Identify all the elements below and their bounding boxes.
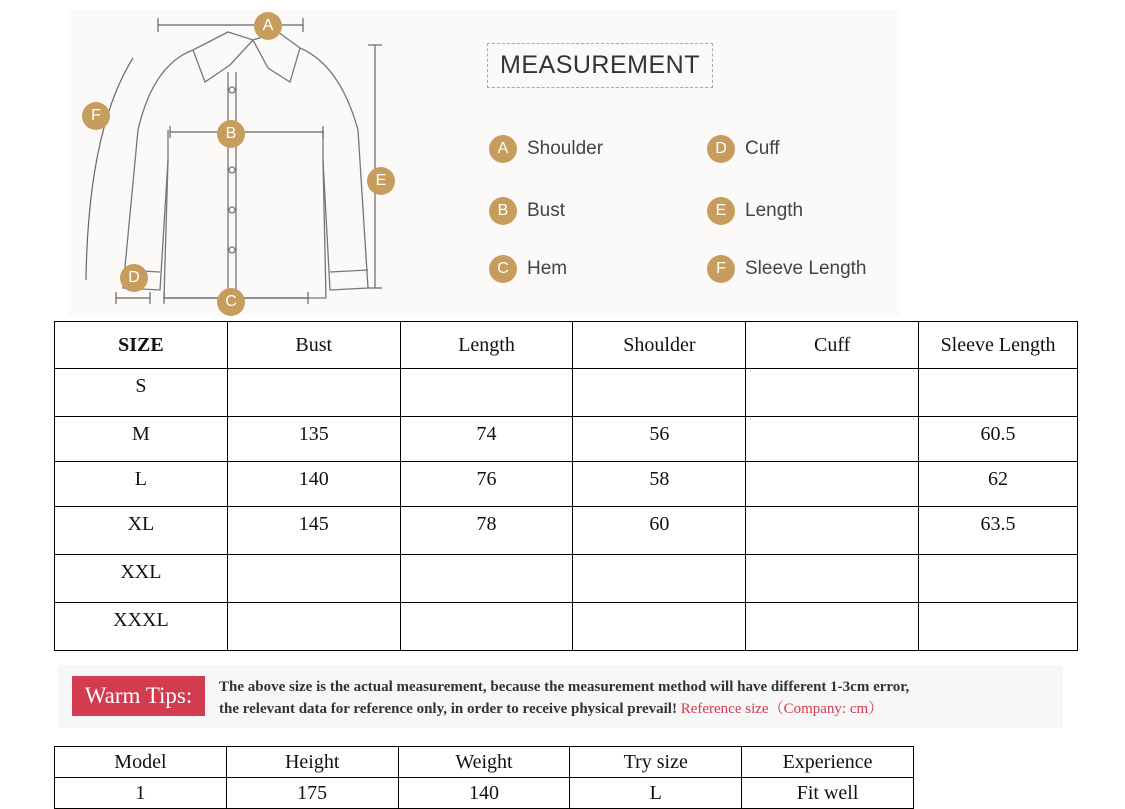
table-row: [55, 603, 1078, 651]
table-row: [55, 462, 1078, 507]
size-cell: S: [55, 369, 228, 417]
legend-cuff: [707, 135, 780, 163]
legend-label-bust: Bust: [527, 200, 566, 221]
legend-badge-a: A: [489, 135, 517, 163]
shoulder-cell: [573, 555, 746, 603]
table-row: [55, 555, 1078, 603]
shirt-left-sleeve: [123, 50, 193, 290]
cuff-cell: [746, 462, 919, 507]
legend-label-shoulder: Shoulder: [527, 138, 604, 159]
experience-cell: Fit well: [742, 778, 914, 809]
marker-b: B: [217, 120, 245, 148]
table-row: [55, 369, 1078, 417]
warm-tips-line-2: the relevant data for reference only, in order to receive physical prevail!: [219, 701, 677, 717]
cuff-cell: [746, 369, 919, 417]
height-header: Height: [226, 747, 398, 778]
shirt-right-sleeve: [300, 48, 368, 290]
warm-tips-badge: Warm Tips:: [72, 676, 205, 716]
legend-badge-d: D: [707, 135, 735, 163]
marker-a: A: [254, 12, 282, 40]
marker-d: D: [120, 264, 148, 292]
experience-header: Experience: [742, 747, 914, 778]
cuff-header: Cuff: [746, 322, 919, 369]
legend-length: [707, 197, 803, 225]
length-cell: 76: [400, 462, 573, 507]
try-size-cell: L: [570, 778, 742, 809]
cuff-cell: [746, 555, 919, 603]
shoulder-cell: [573, 603, 746, 651]
sleeve-length-cell: 60.5: [919, 417, 1078, 462]
table-row: [55, 778, 914, 809]
shoulder-cell: 58: [573, 462, 746, 507]
bust-header: Bust: [227, 322, 400, 369]
bust-cell: [227, 603, 400, 651]
size-chart-table: [54, 321, 1078, 651]
length-header: Length: [400, 322, 573, 369]
length-cell: [400, 603, 573, 651]
warm-tips-text: [219, 676, 1019, 720]
shoulder-header: Shoulder: [573, 322, 746, 369]
weight-header: Weight: [398, 747, 570, 778]
sleeve-length-cell: 62: [919, 462, 1078, 507]
table-row: [55, 507, 1078, 555]
size-header: SIZE: [55, 322, 228, 369]
bust-cell: [227, 555, 400, 603]
legend-label-length: Length: [745, 200, 804, 221]
size-cell: XXXL: [55, 603, 228, 651]
sleeve-length-cell: [919, 369, 1078, 417]
bust-cell: 135: [227, 417, 400, 462]
legend-shoulder: [489, 135, 603, 163]
shirt-body: [164, 160, 326, 298]
sleeve-length-cell: 63.5: [919, 507, 1078, 555]
legend-label-hem: Hem: [527, 258, 568, 279]
marker-f: F: [82, 102, 110, 130]
bust-cell: 145: [227, 507, 400, 555]
legend-badge-c: C: [489, 255, 517, 283]
legend-badge-e: E: [707, 197, 735, 225]
legend-label-sleeve-length: Sleeve Length: [745, 258, 867, 279]
cuff-cell: [746, 507, 919, 555]
size-cell: XXL: [55, 555, 228, 603]
length-cell: 78: [400, 507, 573, 555]
sleeve-length-header: Sleeve Length: [919, 322, 1078, 369]
cuff-cell: [746, 603, 919, 651]
sleeve-length-cell: [919, 603, 1078, 651]
model-table-header-row: [55, 747, 914, 778]
reference-size-note: Reference size（Company: cm）: [680, 701, 884, 717]
measurement-title: MEASUREMENT: [487, 43, 713, 88]
shoulder-cell: 60: [573, 507, 746, 555]
size-table-header-row: [55, 322, 1078, 369]
sleeve-length-cell: [919, 555, 1078, 603]
warm-tips-line-1: The above size is the actual measurement, because the measurement method will have different 1-3cm error,: [219, 679, 910, 695]
table-row: [55, 417, 1078, 462]
legend-label-cuff: Cuff: [745, 138, 780, 159]
legend-bust: [489, 197, 565, 225]
model-header: Model: [55, 747, 227, 778]
legend-badge-f: F: [707, 255, 735, 283]
size-cell: M: [55, 417, 228, 462]
length-cell: 74: [400, 417, 573, 462]
weight-cell: 140: [398, 778, 570, 809]
shoulder-cell: 56: [573, 417, 746, 462]
warm-tips-line-2-wrap: [219, 698, 1019, 720]
length-cell: [400, 555, 573, 603]
marker-c: C: [217, 288, 245, 316]
bust-cell: [227, 369, 400, 417]
bust-cell: 140: [227, 462, 400, 507]
model-try-on-table: [54, 746, 914, 809]
try-size-header: Try size: [570, 747, 742, 778]
shoulder-cell: [573, 369, 746, 417]
height-cell: 175: [226, 778, 398, 809]
legend-badge-b: B: [489, 197, 517, 225]
size-cell: L: [55, 462, 228, 507]
marker-e: E: [367, 167, 395, 195]
model-cell: 1: [55, 778, 227, 809]
size-cell: XL: [55, 507, 228, 555]
legend-hem: [489, 255, 567, 283]
cuff-cell: [746, 417, 919, 462]
legend-sleeve-length: [707, 255, 867, 283]
length-cell: [400, 369, 573, 417]
